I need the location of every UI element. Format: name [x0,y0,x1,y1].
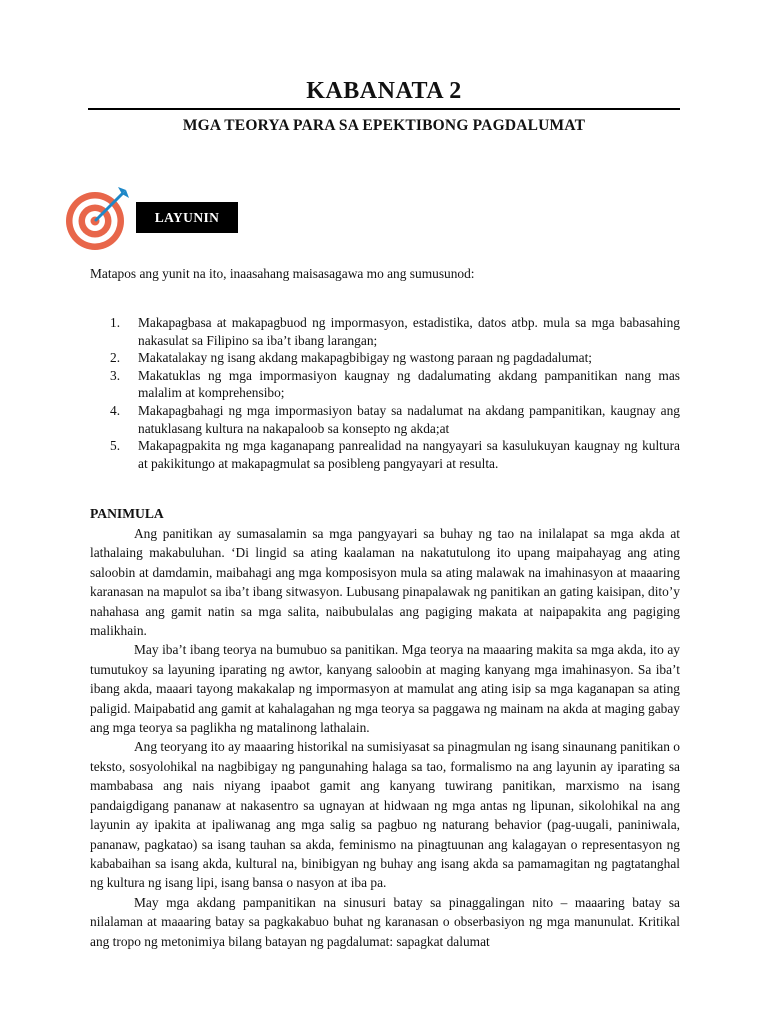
objective-item [92,349,680,367]
objectives-label: LAYUNIN [136,202,238,233]
objectives-intro: Matapos ang yunit na ito, inaasahang maisasagawa mo ang sumusunod: [90,266,475,281]
chapter-title: KABANATA 2 [306,78,462,104]
objective-number: 3. [110,367,121,383]
body-paragraph: Ang panitikan ay sumasalamin sa mga pangyayari sa buhay ng tao na inilalapat sa mga akda at lathalaing makabuluhan. ‘Di lingid sa ating kaalaman na nakatutulong ito upang maipahayag ang ating saloobin at damdamin, maibahagi ang mga komposisyon mula sa ating malawak na imahinasyon at maaaring karanasan na mapulot sa iba’t ibang sitwasyon. Lubusang pinapalawak ng panitikan an gating kaisipan, dito’y nahahasa ang gamit natin sa mga salita, naibubulalas ang pagiging makata at naipapakita ang pagiging malikhain. [90,526,680,639]
body-paragraph: Ang teoryang ito ay maaaring historikal na sumisiyasat sa pinagmulan ng isang sinaunang panitikan o teksto, sosyolohikal na nagbibigay ng pangunahing halaga sa tao, formalismo na ang layunin ay iparating sa mambabasa ang nais niyang ipaabot gamit ang kanyang tuwirang panitikan, marxismo na isang pandaigdigang pananaw at nakasentro sa ugnayan at hidwaan ng mga antas ng lipunan, sikolohikal na ang layunin ay ipakita at ipaliwanag ang mga salig sa pagbuo ng naturang behavior (pag-uugali, paniniwala, pananaw, pagkatao) sa isang tauhan sa akda, feminismo na pinagtuunan ang kalagayan o representasyon ng kababaihan sa isang akda, kultural na, binibigyan ng buhay ang isang akda sa pamamagitan ng pagtatanghal ng kultura ng isang lipi, isang bansa o nasyon at iba pa. [90,739,680,891]
section-heading-panimula: PANIMULA [90,506,164,521]
body-paragraph: May iba’t ibang teorya na bumubuo sa panitikan. Mga teorya na maaaring makita sa mga akda, ito ay tumutukoy sa layuning iparating ng awtor, kanyang saloobin at maging kanyang mga imahinasyon. Sa iba’t ibang akda, maaari tayong makakalap ng impormasyon at mamulat ang ating isip sa mga kaganapan sa ating paligid. Maipabatid ang gamit at kahalagahan ng mga teorya sa paggawa ng mainam na akda at maging gabay ang mga teorya sa paglikha ng matalinong lathalain. [90,642,680,736]
objective-item [92,367,680,402]
objective-text: Makatuklas ng mga impormasiyon kaugnay ng dadalumating akdang pampanitikan nang mas malalim at komprehensibo; [138,367,680,401]
objective-text: Makatalakay ng isang akdang makapagbibigay ng wastong paraan ng pagdadalumat; [138,350,593,366]
chapter-subtitle: MGA TEORYA PARA SA EPEKTIBONG PAGDALUMAT [182,117,586,134]
objective-item [92,402,680,437]
objective-number: 2. [110,350,121,366]
objectives-list [92,314,680,472]
body-paragraph: May mga akdang pampanitikan na sinusuri batay sa pinaggalingan nito – maaaring batay sa nilalaman at maaaring batay sa pagkakabuo buhat ng karanasan o obserbasiyon ng mga manunulat. Kritikal ang tropo ng metonimiya bilang batayan ng pagdalumat: sapagkat dalumat [90,894,680,949]
title-divider [88,108,680,110]
objective-number: 5. [110,438,121,454]
objective-number: 4. [110,402,121,418]
objective-item [92,437,680,472]
objective-text: Makapagbasa at makapagbuod ng impormasyon, estadistika, datos atbp. mula sa mga babasahing nakasulat sa Filipino sa iba’t ibang larangan; [138,315,680,348]
panimula-body [90,524,680,951]
target-arrow-icon [60,185,134,251]
objective-text: Makapagbahagi ng mga impormasiyon batay sa nadalumat na akdang pampanitikan, kaugnay ang natuklasang kultura na nakapaloob sa konsepto ng akda;at [138,402,680,436]
objective-number: 1. [110,315,121,330]
objective-item [92,314,680,349]
objective-text: Makapagpakita ng mga kaganapang panrealidad na nangyayari sa kasulukuyan kaugnay ng kultura at pakikitungo at makapagmulat sa posibleng pangyayari at resulta. [138,438,680,471]
